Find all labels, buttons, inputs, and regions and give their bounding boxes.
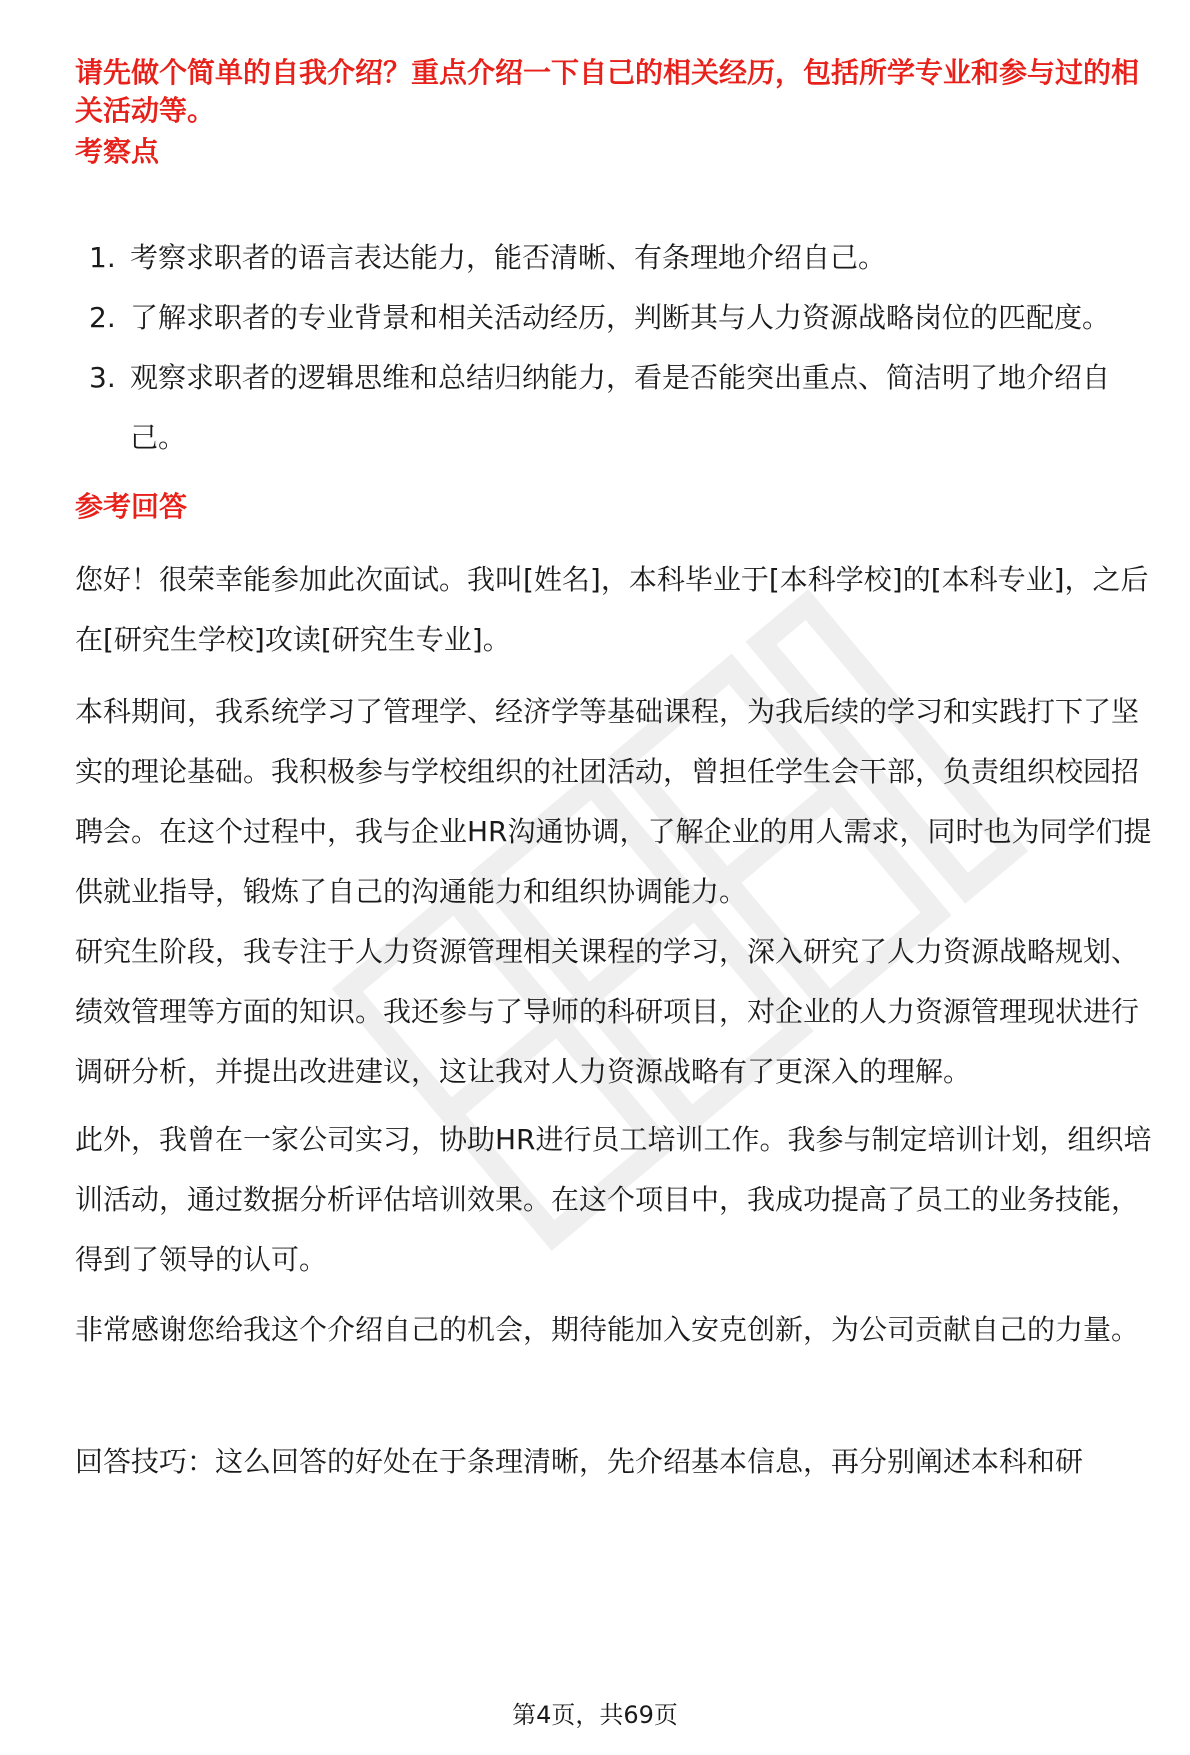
- answer-paragraph: 此外，我曾在一家公司实习，协助HR进行员工培训工作。我参与制定培训计划，组织培训活动，通过数据分析评估培训效果。在这个项目中，我成功提高了员工的业务技能，得到了领导的认可。: [75, 1123, 1152, 1276]
- tips-paragraph: 回答技巧：这么回答的好处在于条理清晰，先介绍基本信息，再分别阐述本科和研: [75, 1445, 1084, 1478]
- answer-paragraph: 研究生阶段，我专注于人力资源管理相关课程的学习，深入研究了人力资源战略规划、绩效管理等方面的知识。我还参与了导师的科研项目，对企业的人力资源管理现状进行调研分析，并提出改进建议，这让我对人力资源战略有了更深入的理解。: [75, 935, 1140, 1088]
- list-number: 3.: [89, 361, 116, 394]
- list-number: 1.: [89, 241, 116, 274]
- page-number: 第4页，共69页: [512, 1701, 678, 1729]
- answer-paragraph: 非常感谢您给我这个介绍自己的机会，期待能加入安克创新，为公司贡献自己的力量。: [75, 1313, 1140, 1346]
- question-heading: 请先做个简单的自我介绍？重点介绍一下自己的相关经历，包括所学专业和参与过的相关活动等。: [75, 56, 1140, 127]
- list-item: [75, 348, 1165, 468]
- points-list: [75, 228, 1165, 468]
- answer-paragraph: 您好！很荣幸能参加此次面试。我叫[姓名]，本科毕业于[本科学校]的[本科专业]，之后在[研究生学校]攻读[研究生专业]。: [75, 563, 1149, 656]
- answer-paragraph: 本科期间，我系统学习了管理学、经济学等基础课程，为我后续的学习和实践打下了坚实的理论基础。我积极参与学校组织的社团活动，曾担任学生会干部，负责组织校园招聘会。在这个过程中，我与企业HR沟通协调，了解企业的用人需求，同时也为同学们提供就业指导，锻炼了自己的沟通能力和组织协调能力。: [75, 695, 1152, 908]
- answer-section-title: 参考回答: [75, 490, 188, 523]
- list-item-text: 了解求职者的专业背景和相关活动经历，判断其与人力资源战略岗位的匹配度。: [130, 301, 1111, 334]
- list-item-text: 考察求职者的语言表达能力，能否清晰、有条理地介绍自己。: [130, 241, 887, 274]
- list-item: [75, 288, 1165, 348]
- list-number: 2.: [89, 301, 116, 334]
- list-item: [75, 228, 1165, 288]
- points-section-title: 考察点: [75, 135, 160, 168]
- list-item-text: 观察求职者的逻辑思维和总结归纳能力，看是否能突出重点、简洁明了地介绍自己。: [130, 361, 1111, 454]
